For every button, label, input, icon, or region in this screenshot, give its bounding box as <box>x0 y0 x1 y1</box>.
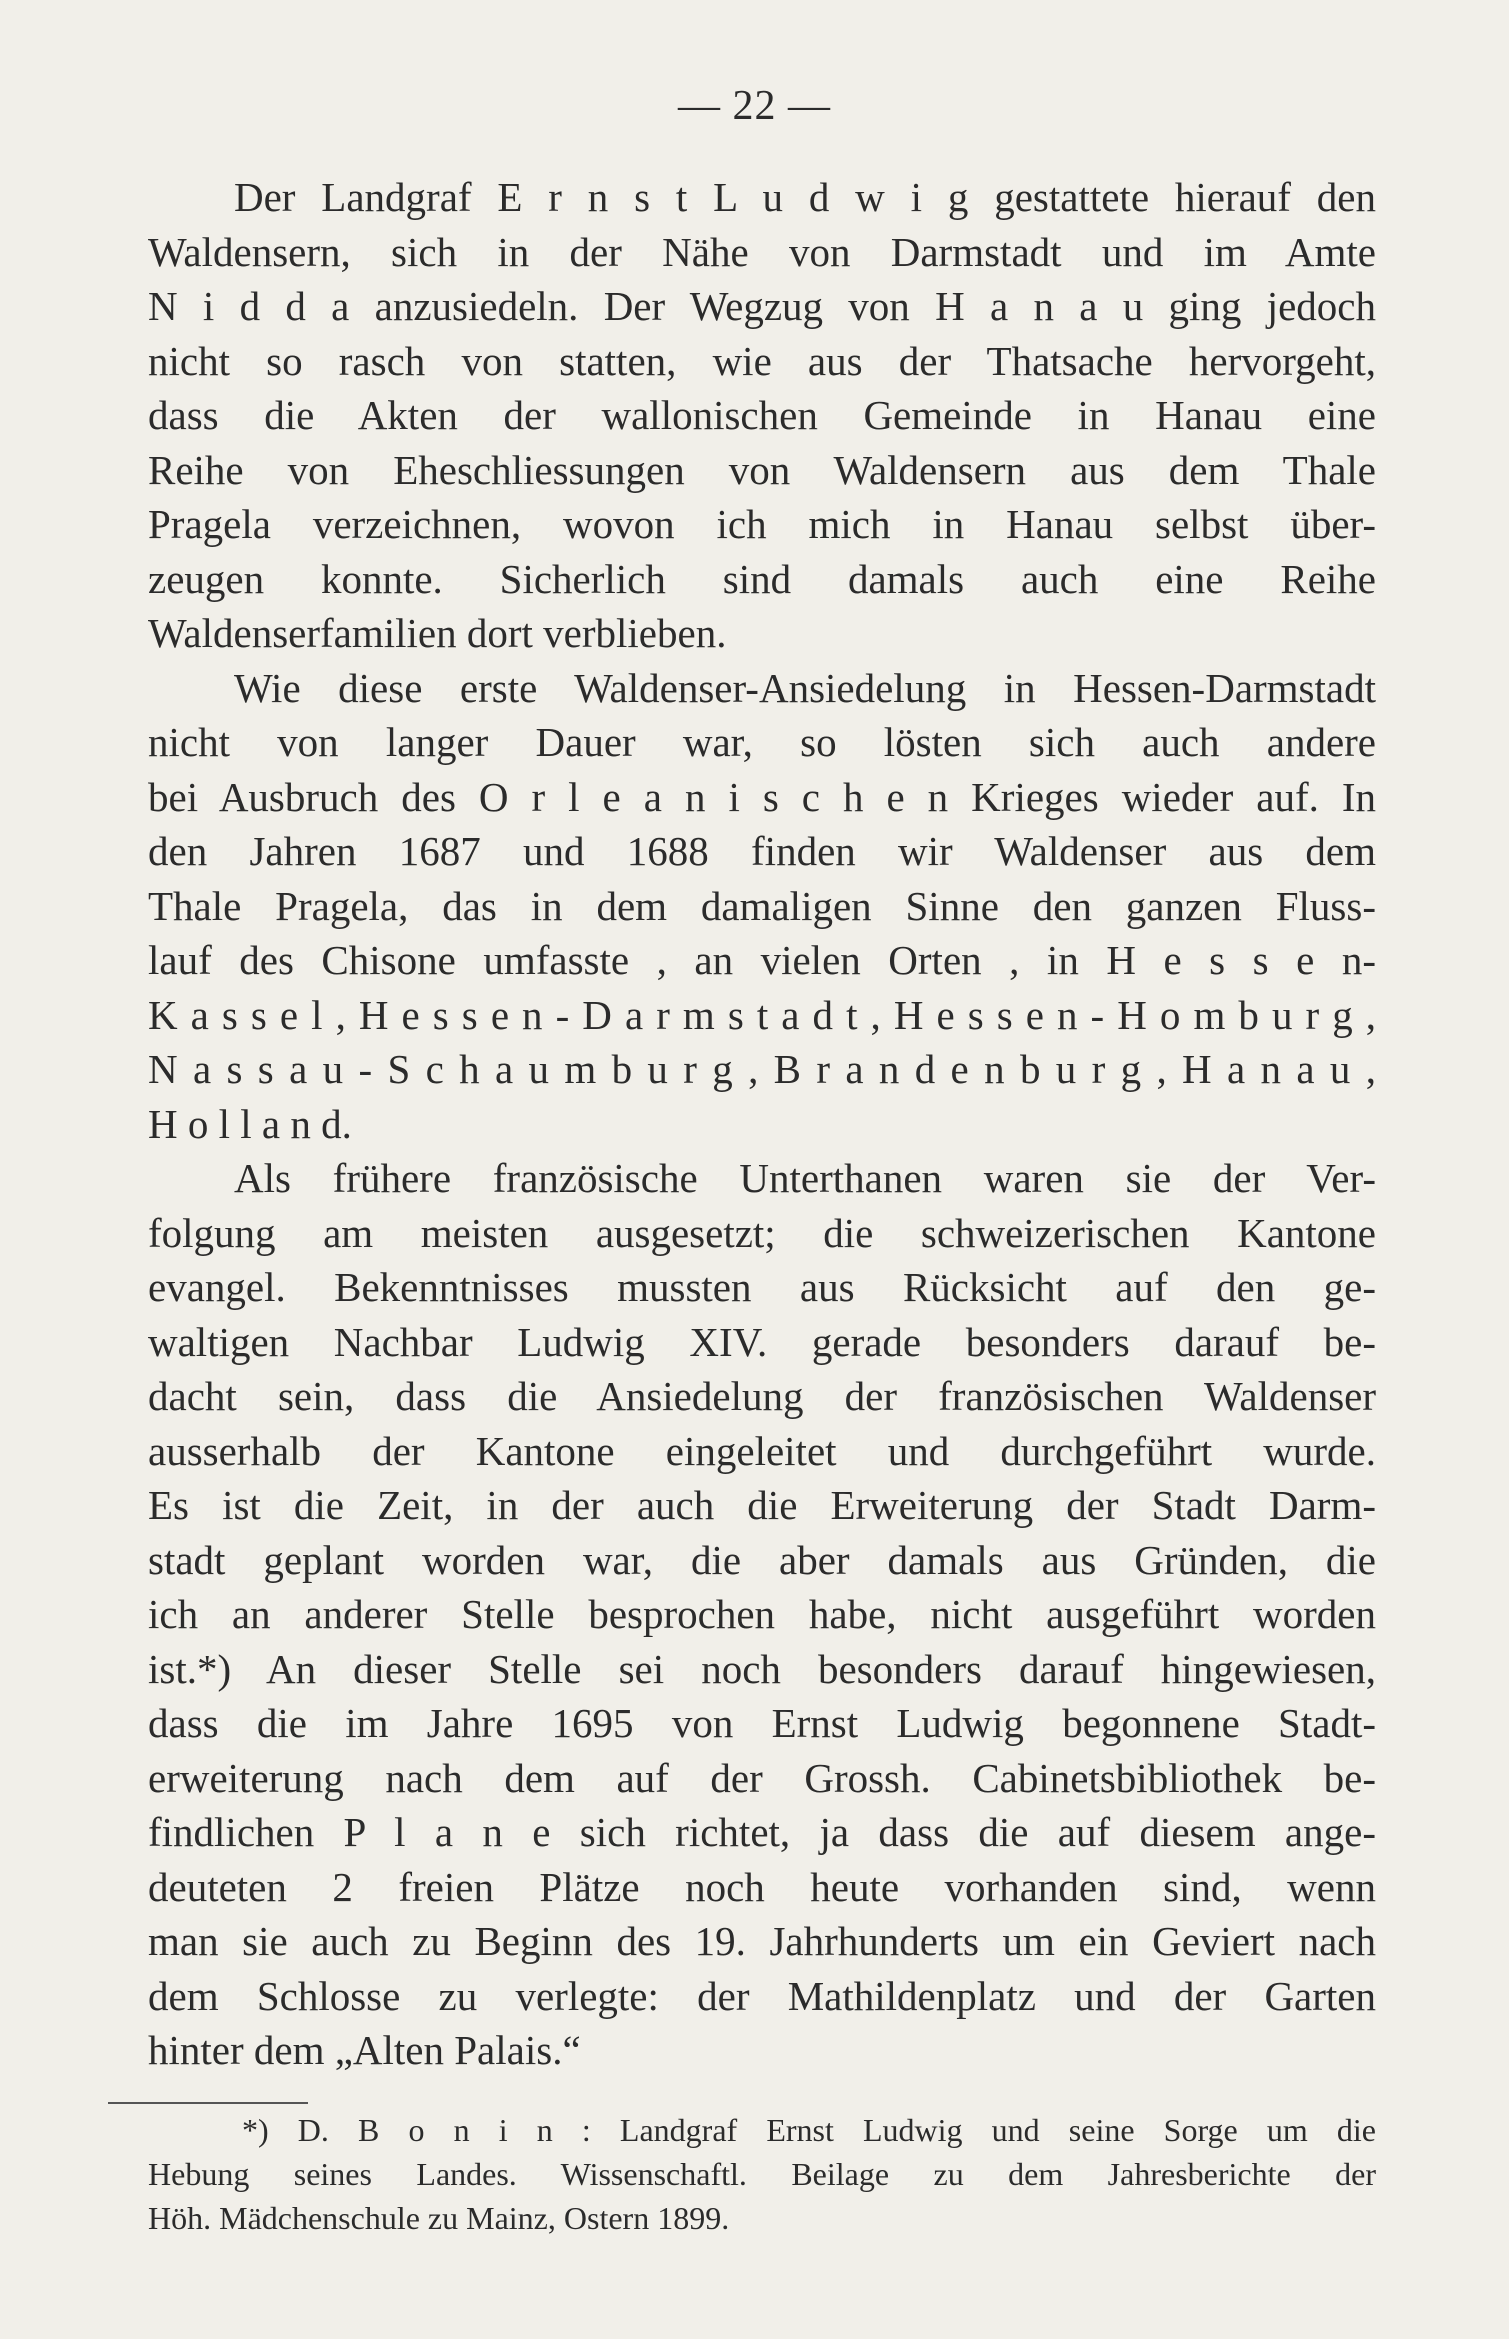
text-line: bei Ausbruch des O r l e a n i s c h e n Krieges wieder auf. In <box>148 773 1376 820</box>
footnote-line: Höh. Mädchenschule zu Mainz, Ostern 1899. <box>148 2200 730 2236</box>
text-line: zeugen konnte. Sicherlich sind damals auch eine Reihe <box>148 555 1376 602</box>
text-line: lauf des Chisone umfasste , an vielen Orten , in H e s s e n- <box>148 937 1376 983</box>
footnote-line: Hebung seines Landes. Wissenschaftl. Beilage zu dem Jahresberichte der <box>148 2156 1376 2192</box>
text-line: erweiterung nach dem auf der Grossh. Cabinetsbibliothek be- <box>148 1754 1376 1801</box>
text-line: waltigen Nachbar Ludwig XIV. gerade besonders darauf be- <box>148 1318 1376 1365</box>
text-line: Reihe von Eheschliessungen von Waldensern aus dem Thale <box>148 446 1376 493</box>
text-line: Pragela verzeichnen, wovon ich mich in Hanau selbst über- <box>148 501 1376 547</box>
paragraph-3 <box>148 1151 1376 2078</box>
text-line: hinter dem „Alten Palais.“ <box>148 2027 581 2073</box>
text-line: stadt geplant worden war, die aber damals aus Gründen, die <box>148 1536 1376 1583</box>
footnote <box>148 2108 1376 2240</box>
text-line: Waldensern, sich in der Nähe von Darmstadt und im Amte <box>148 228 1376 275</box>
text-line: dacht sein, dass die Ansiedelung der französischen Waldenser <box>148 1373 1376 1419</box>
text-line: den Jahren 1687 und 1688 finden wir Waldenser aus dem <box>148 828 1376 874</box>
footnote-line: *) D. B o n i n : Landgraf Ernst Ludwig und seine Sorge um die <box>242 2112 1376 2148</box>
paragraph-1 <box>148 170 1376 661</box>
text-line: folgung am meisten ausgesetzt; die schweizerischen Kantone <box>148 1209 1376 1256</box>
text-line: dass die im Jahre 1695 von Ernst Ludwig begonnene Stadt- <box>148 1700 1376 1746</box>
main-text <box>148 170 1376 2078</box>
text-line: Thale Pragela, das in dem damaligen Sinne den ganzen Fluss- <box>148 882 1376 929</box>
footnote-divider <box>108 2102 308 2104</box>
text-line: N a s s a u - S c h a u m b u r g , B r a n d e n b u r g , H a n a u , <box>148 1046 1376 1092</box>
text-line: nicht von langer Dauer war, so lösten sich auch andere <box>148 719 1376 765</box>
page-number: — 22 — <box>678 83 831 129</box>
text-line: dem Schlosse zu verlegte: der Mathildenplatz und der Garten <box>148 1972 1376 2019</box>
text-line: Es ist die Zeit, in der auch die Erweiterung der Stadt Darm- <box>148 1482 1376 1528</box>
text-line: H o l l a n d. <box>148 1100 352 1147</box>
text-line: ausserhalb der Kantone eingeleitet und durchgeführt wurde. <box>148 1427 1376 1474</box>
text-line: dass die Akten der wallonischen Gemeinde in Hanau eine <box>148 392 1376 438</box>
paragraph-2 <box>148 661 1376 1152</box>
text-line: N i d d a anzusiedeln. Der Wegzug von H a n a u ging jedoch <box>148 283 1376 329</box>
text-line: Der Landgraf E r n s t L u d w i g gestattete hierauf den <box>234 174 1376 220</box>
text-line: Als frühere französische Unterthanen waren sie der Ver- <box>234 1155 1376 1201</box>
text-line: K a s s e l , H e s s e n - D a r m s t a d t , H e s s e n - H o m b u r g , <box>148 991 1376 1038</box>
text-line: findlichen P l a n e sich richtet, ja dass die auf diesem ange- <box>148 1809 1376 1855</box>
text-line: nicht so rasch von statten, wie aus der Thatsache hervorgeht, <box>148 337 1376 384</box>
text-line: Waldenserfamilien dort verblieben. <box>148 610 727 656</box>
text-line: deuteten 2 freien Plätze noch heute vorhanden sind, wenn <box>148 1863 1376 1910</box>
text-line: evangel. Bekenntnisses mussten aus Rücksicht auf den ge- <box>148 1264 1376 1310</box>
text-line: Wie diese erste Waldenser-Ansiedelung in Hessen-Darmstadt <box>234 664 1376 711</box>
text-line: man sie auch zu Beginn des 19. Jahrhunderts um ein Geviert nach <box>148 1918 1376 1964</box>
text-line: ist.*) An dieser Stelle sei noch besonders darauf hingewiesen, <box>148 1645 1376 1692</box>
text-line: ich an anderer Stelle besprochen habe, nicht ausgeführt worden <box>148 1591 1376 1637</box>
